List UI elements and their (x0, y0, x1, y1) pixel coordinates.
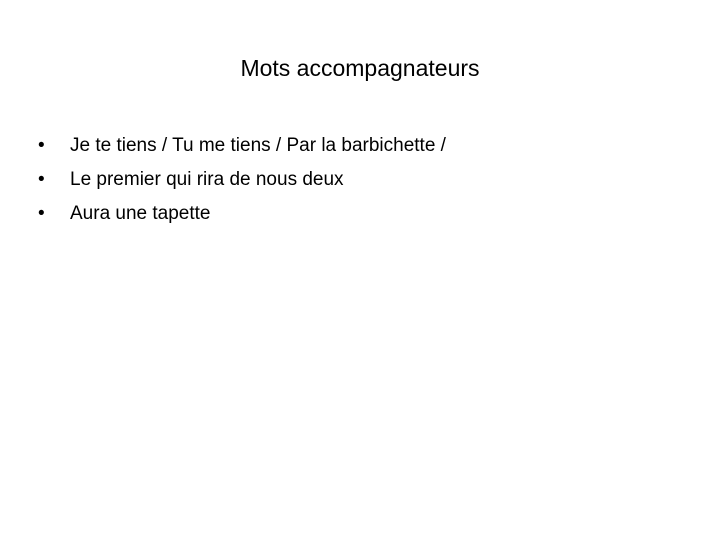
bullet-text: Aura une tapette (70, 203, 211, 224)
bullet-text: Le premier qui rira de nous deux (70, 169, 344, 190)
bullet-icon: • (38, 169, 45, 190)
bullet-icon: • (38, 203, 45, 224)
slide-title: Mots accompagnateurs (240, 55, 480, 81)
bullet-icon: • (38, 135, 45, 156)
bullet-text: Je te tiens / Tu me tiens / Par la barbichette / (70, 135, 446, 156)
